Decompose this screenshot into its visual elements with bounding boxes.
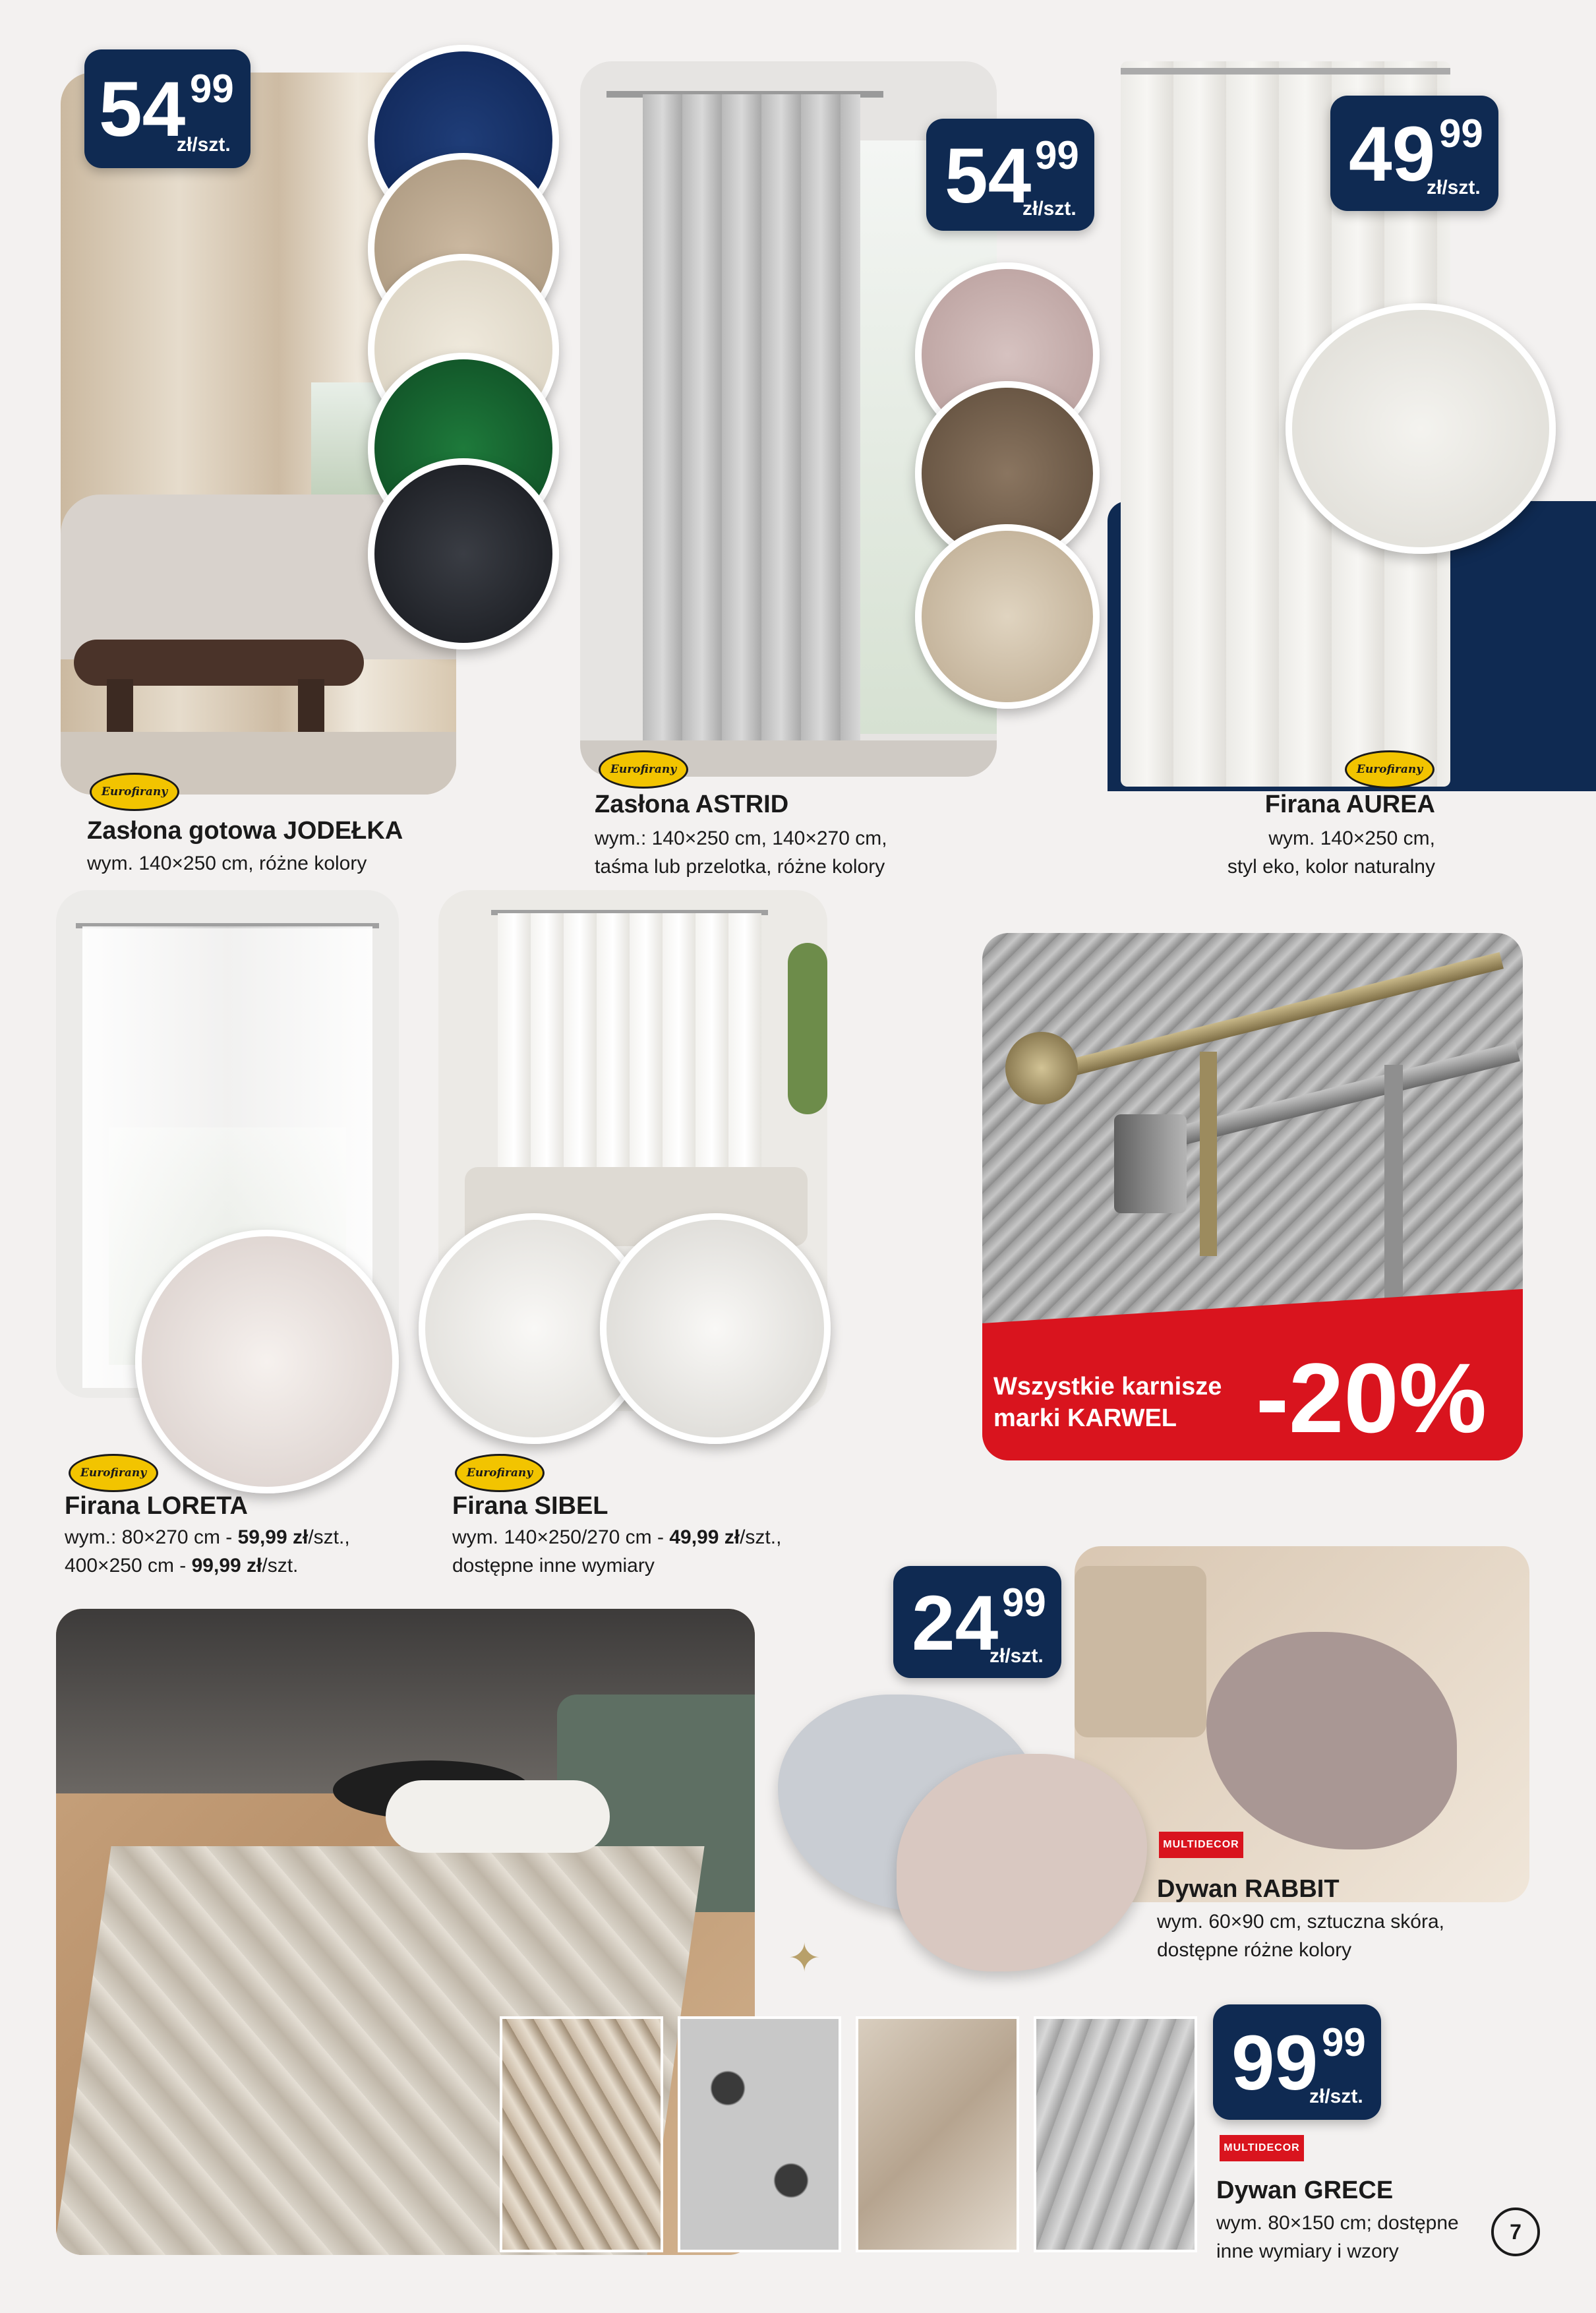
price-int: 24 [912, 1580, 999, 1667]
price-int: 54 [945, 133, 1032, 220]
curtain-panel [643, 94, 860, 747]
price-tag-astrid [926, 119, 1094, 231]
discount-label: -20% [1256, 1342, 1487, 1453]
swatch-sand [915, 524, 1100, 709]
price-tag-grece [1213, 2004, 1381, 2120]
product-desc-sibel-line2: dostępne inne wymiary [452, 1555, 655, 1577]
swatch-sibel-detail-2 [600, 1213, 831, 1444]
brand-logo-eurofirany: Eurofirany [1345, 750, 1434, 789]
pattern-sample-1 [500, 2016, 663, 2252]
product-title-loreta: Firana LORETA [65, 1492, 248, 1520]
product-title-aurea: Firana AUREA [1264, 791, 1435, 818]
loreta-unit-2: /szt. [262, 1555, 299, 1577]
price-dec: 99 [190, 67, 234, 111]
price-int: 49 [1349, 111, 1436, 198]
brand-logo-eurofirany: Eurofirany [90, 773, 179, 811]
loreta-size-2: 400×250 cm - [65, 1555, 192, 1577]
product-desc-aurea-line2: styl eko, kolor naturalny [1227, 856, 1435, 878]
product-desc-rabbit-line1: wym. 60×90 cm, sztuczna skóra, [1157, 1911, 1444, 1933]
sibel-size: wym. 140×250/270 cm - [452, 1526, 670, 1548]
price-unit: zł/szt. [1309, 2086, 1363, 2107]
price-tag-aurea [1330, 96, 1498, 211]
product-title-rabbit: Dywan RABBIT [1157, 1875, 1340, 1903]
finial-steel [1114, 1114, 1187, 1213]
curtain-rod-steel [1131, 1042, 1520, 1156]
product-desc-aurea-line1: wym. 140×250 cm, [1268, 827, 1435, 849]
pattern-sample-4 [1034, 2016, 1197, 2252]
promo-text-line1: Wszystkie karnisze [993, 1373, 1222, 1400]
brand-logo-multidecor: MULTIDECOR [1159, 1832, 1243, 1858]
price-int: 54 [99, 66, 186, 153]
product-desc-loreta-line2 [65, 1551, 298, 1580]
swatch-aurea-detail [1286, 303, 1556, 554]
price-int: 99 [1231, 2020, 1318, 2107]
price-unit: zł/szt. [1022, 198, 1077, 220]
price-dec: 99 [1035, 133, 1079, 177]
product-desc-jodelka: wym. 140×250 cm, różne kolory [87, 853, 367, 874]
price-unit: zł/szt. [1427, 177, 1481, 198]
product-desc-rabbit-line2: dostępne różne kolory [1157, 1939, 1352, 1961]
bracket-steel [1384, 1065, 1403, 1315]
product-title-sibel: Firana SIBEL [452, 1492, 608, 1520]
loreta-size-1: wym.: 80×270 cm - [65, 1526, 238, 1548]
loreta-price-2: 99,99 zł [191, 1555, 262, 1577]
loreta-price-1: 59,99 zł [237, 1526, 309, 1548]
white-table [386, 1780, 610, 1853]
product-desc-grece-line1: wym. 80×150 cm; dostępne [1216, 2212, 1459, 2234]
brand-logo-eurofirany: Eurofirany [599, 750, 688, 789]
product-title-astrid: Zasłona ASTRID [595, 791, 789, 818]
sparkle-icon: ✦ [788, 1936, 821, 1980]
swatch-black [368, 458, 559, 649]
short-curtain [498, 913, 761, 1177]
brand-logo-eurofirany: Eurofirany [455, 1454, 545, 1492]
product-title-grece: Dywan GRECE [1216, 2177, 1394, 2204]
price-tag-rabbit [893, 1566, 1061, 1678]
product-desc-grece-line2: inne wymiary i wzory [1216, 2240, 1399, 2262]
product-desc-astrid-line1: wym.: 140×250 cm, 140×270 cm, [595, 827, 887, 849]
price-dec: 99 [1439, 111, 1483, 156]
finial-brass [1005, 1032, 1078, 1104]
price-dec: 99 [1002, 1580, 1046, 1625]
product-title-jodelka: Zasłona gotowa JODEŁKA [87, 817, 403, 845]
price-dec: 99 [1322, 2020, 1366, 2064]
bracket-brass [1200, 1052, 1217, 1256]
curtain-rod [1121, 68, 1450, 75]
price-tag-jodelka [84, 49, 251, 168]
plant [788, 943, 827, 1114]
price-unit: zł/szt. [177, 134, 231, 156]
page-number: 7 [1491, 2208, 1540, 2256]
rug-on-floor [1206, 1632, 1457, 1849]
price-unit: zł/szt. [990, 1645, 1044, 1667]
brand-logo-eurofirany: Eurofirany [69, 1454, 158, 1492]
promo-text-line2: marki KARWEL [993, 1404, 1177, 1432]
product-desc-loreta-line1 [65, 1523, 350, 1552]
armchair [1075, 1566, 1206, 1737]
loreta-unit-1: /szt., [308, 1526, 350, 1548]
pattern-sample-2 [678, 2016, 841, 2252]
pattern-sample-3 [856, 2016, 1019, 2252]
sibel-price: 49,99 zł [669, 1526, 740, 1548]
product-desc-astrid-line2: taśma lub przelotka, różne kolory [595, 856, 885, 878]
product-desc-sibel-line1 [452, 1523, 781, 1552]
sibel-unit: /szt., [740, 1526, 782, 1548]
brand-logo-multidecor: MULTIDECOR [1220, 2135, 1304, 2161]
swatch-loreta-detail [135, 1230, 399, 1493]
